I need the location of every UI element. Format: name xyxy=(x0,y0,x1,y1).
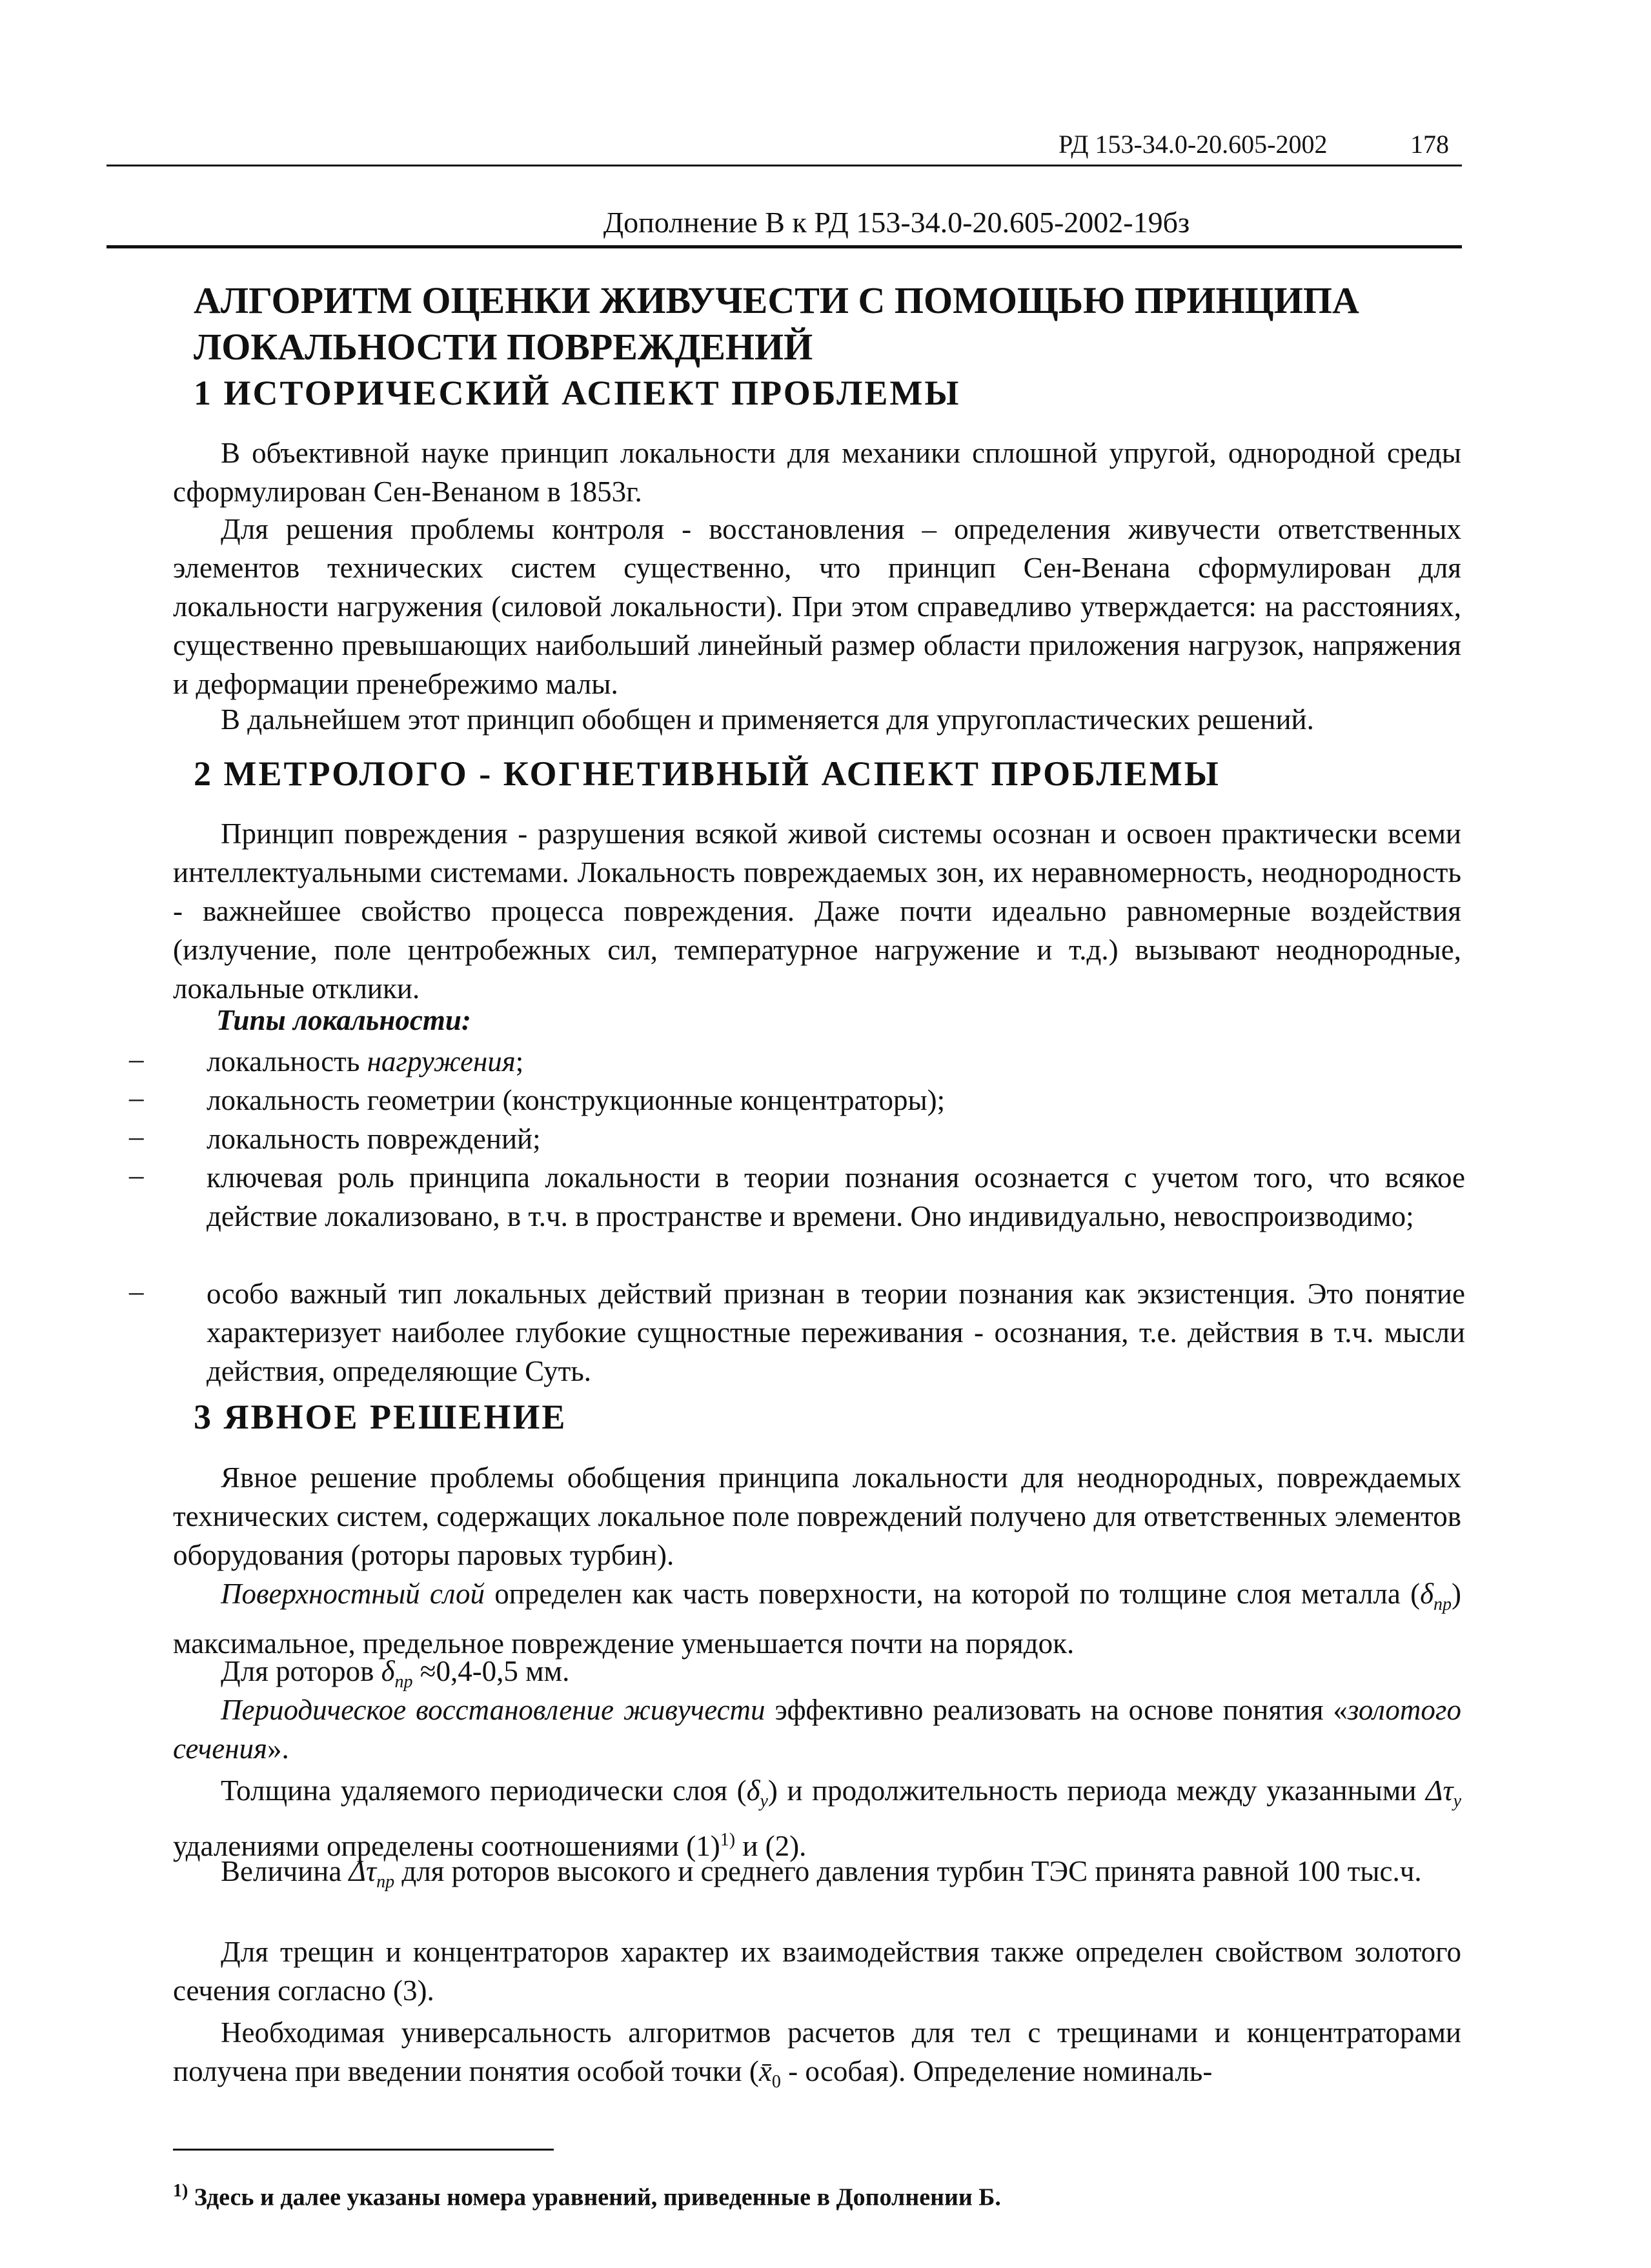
section-3-heading: 3 ЯВНОЕ РЕШЕНИЕ xyxy=(194,1398,567,1436)
document-code: РД 153-34.0-20.605-2002 xyxy=(1058,130,1328,159)
section-3-paragraph-cracks: Для трещин и концентраторов характер их взаимодействия также определен свойством золотого сечения согласно (3). xyxy=(173,1936,1461,2007)
list-item-loading: локальность нагружения; xyxy=(207,1045,524,1078)
section-1-paragraph-2: Для решения проблемы контроля - восстановления – определения живучести ответственных элементов технических систем существенно, что принцип Сен-Венана сформулирован для локальности нагружения (силовой локальности). При этом справедливо утверждается: на расстояниях, существенно превышающих наибольший линейный размер области приложения нагрузок, напряжения и деформации пренебрежимо малы. xyxy=(173,513,1461,700)
footnote: $^{1)}$ Здесь и далее указаны номера уравнений, приведенные в Дополнении Б. xyxy=(173,2181,1001,2211)
list-dash: – xyxy=(129,1081,144,1114)
section-3-paragraph-singular-point: Необходимая универсальность алгоритмов расчетов для тел с трещинами и концентраторами получена при введении понятия особой точки ($x̄_0$ - особая). Определение номиналь- xyxy=(173,2016,1461,2092)
list-dash: – xyxy=(129,1120,144,1152)
section-1-paragraph-1: В объективной науке принцип локальности для механики сплошной упругой, однородной среды сформулирован Сен-Венаном в 1853г. xyxy=(173,437,1461,508)
section-3-paragraph-magnitude: Величина $\Delta\tau_{пр}$ для роторов высокого и среднего давления турбин ТЭС принята равной 100 тыс.ч. xyxy=(221,1855,1422,1892)
section-2-paragraph-1: Принцип повреждения - разрушения всякой живой системы осознан и освоен практически всеми интеллектуальными системами. Локальность повреждаемых зон, их неравномерность, неоднородность - важнейшее свойство процесса повреждения. Даже почти идеально равномерные воздействия (излучение, поле центробежных сил, температурное нагружение и т.д.) вызывают неоднородные, локальные отклики. xyxy=(173,818,1461,1005)
section-3-paragraph-rotors: Для роторов $\delta_{пр} \approx 0,4-0,5$ мм. xyxy=(221,1655,570,1692)
section-3-paragraph-restoration: Периодическое восстановление живучести эффективно реализовать на основе понятия «золотого сечения». xyxy=(173,1694,1461,1765)
document-subtitle: Дополнение В к РД 153-34.0-20.605-2002-19бз xyxy=(603,206,1190,239)
list-dash: – xyxy=(129,1275,144,1307)
section-3-paragraph-1: Явное решение проблемы обобщения принципа локальности для неоднородных, повреждаемых технических систем, содержащих локальное поле повреждений получено для ответственных элементов оборудования (роторы паровых турбин). xyxy=(173,1461,1461,1571)
list-item-damage: локальность повреждений; xyxy=(207,1123,541,1155)
list-item-geometry: локальность геометрии (конструкционные концентраторы); xyxy=(207,1084,946,1116)
list-item-existence: особо важный тип локальных действий признан в теории познания как экзистенция. Это понятие характеризует наиболее глубокие сущностные переживания - осознания, т.е. действия в т.ч. мысли действия, определяющие Суть. xyxy=(207,1278,1465,1387)
list-dash: – xyxy=(129,1043,144,1075)
subtitle-rule xyxy=(106,245,1462,248)
page-number: 178 xyxy=(1410,130,1449,159)
footnote-rule xyxy=(173,2149,554,2151)
section-3-paragraph-thickness: Толщина удаляемого периодически слоя $(\delta_у)$ и продолжительность периода между указанными $\Delta\tau_у$ удалениями определены соотношениями $(1)^{1)}$ и (2). xyxy=(173,1774,1461,1862)
page-title: АЛГОРИТМ ОЦЕНКИ ЖИВУЧЕСТИ С ПОМОЩЬЮ ПРИНЦИПА ЛОКАЛЬНОСТИ ПОВРЕЖДЕНИЙ xyxy=(194,279,1359,368)
section-1-paragraph-3: В дальнейшем этот принцип обобщен и применяется для упругопластических решений. xyxy=(221,703,1314,736)
header-rule xyxy=(106,165,1462,166)
section-2-heading: 2 МЕТРОЛОГО - КОГНЕТИВНЫЙ АСПЕКТ ПРОБЛЕМЫ xyxy=(194,754,1221,793)
section-3-paragraph-surface-layer: Поверхностный слой определен как часть поверхности, на которой по толщине слоя металла $(\delta_{пр})$ максимальное, предельное повреждение уменьшается почти на порядок. xyxy=(173,1578,1461,1660)
list-dash: – xyxy=(129,1159,144,1191)
list-item-cognition: ключевая роль принципа локальности в теории познания осознается с учетом того, что всякое действие локализовано, в т.ч. в пространстве и времени. Оно индивидуально, невоспроизводимо; xyxy=(207,1161,1465,1232)
types-of-locality-label: Типы локальности: xyxy=(216,1004,471,1036)
section-1-heading: 1 ИСТОРИЧЕСКИЙ АСПЕКТ ПРОБЛЕМЫ xyxy=(194,374,961,412)
